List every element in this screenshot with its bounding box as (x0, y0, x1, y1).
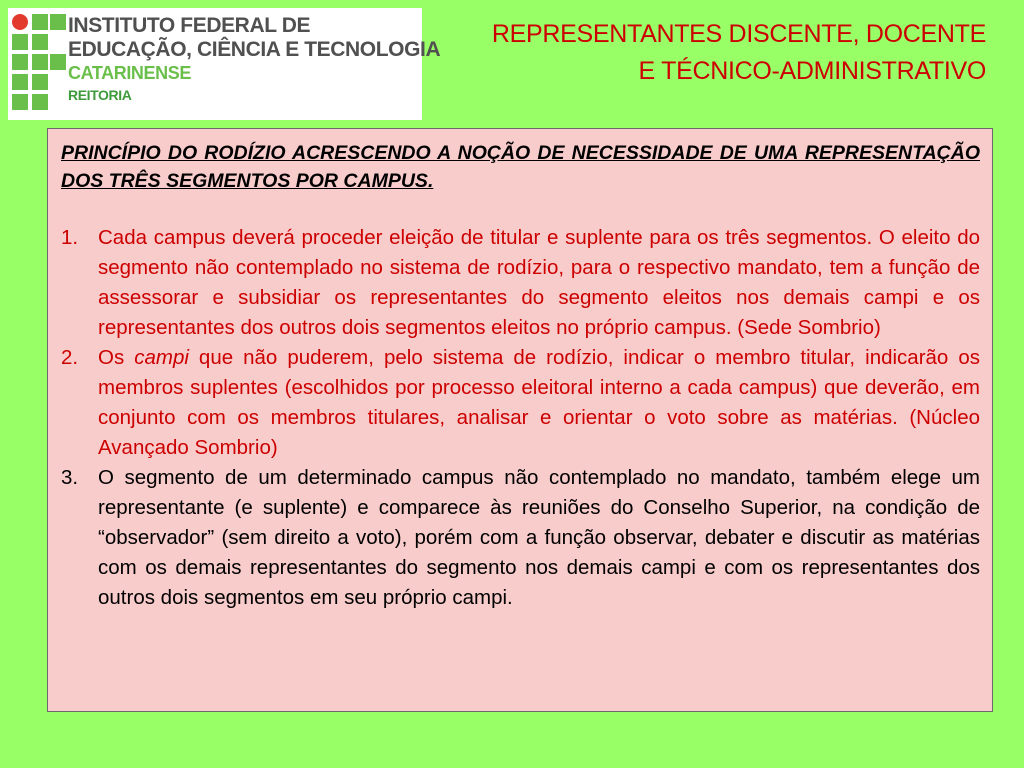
institution-logo (8, 8, 441, 120)
content-heading: PRINCÍPIO DO RODÍZIO ACRESCENDO A NOÇÃO DE NECESSIDADE DE UMA REPRESENTAÇÃO DOS TRÊS SEGMENTOS POR CAMPUS. (61, 142, 980, 192)
slide-title-line-2: E TÉCNICO-ADMINISTRATIVO (638, 57, 986, 85)
logo-line-catarinense: CATARINENSE (68, 63, 191, 83)
list-item (61, 223, 980, 343)
logo-line-education: EDUCAÇÃO, CIÊNCIA E TECNOLOGIA (68, 38, 441, 61)
slide-title (426, 16, 986, 90)
if-logo-mark-icon (8, 8, 68, 120)
list-item (61, 463, 980, 613)
content-box (47, 128, 993, 712)
list-item-text-italic: campi (134, 346, 189, 369)
list-item (61, 343, 980, 463)
list-item-text (98, 346, 980, 459)
list-item-text-start: Os (98, 346, 135, 369)
list-item-number: 1. (61, 226, 79, 249)
list-item-number: 2. (61, 346, 79, 369)
list-item-text: O segmento de um determinado campus não contemplado no mandato, também elege um representante (e suplente) e comparece às reuniões do Conselho Superior, na condição de “observador” (sem direito a voto), porém com a função observar, debater e discutir as matérias com os demais representantes do segmento nos demais campi e com os representantes dos outros dois segmentos em seu próprio campi. (98, 466, 980, 609)
logo-text (68, 14, 441, 105)
proposal-list (61, 223, 980, 613)
list-item-text: Cada campus deverá proceder eleição de titular e suplente para os três segmentos. O eleito do segmento não contemplado no sistema de rodízio, para o respectivo mandato, tem a função de assessorar e subsidiar os representantes do segmento eleitos nos demais campi e os representantes dos outros dois segmentos eleitos no próprio campus. (Sede Sombrio) (98, 226, 980, 339)
list-item-text-end: que não puderem, pelo sistema de rodízio, indicar o membro titular, indicarão os membros suplentes (escolhidos por processo eleitoral interno a cada campus) que deverão, em conjunto com os membros titulares, analisar e orientar o voto sobre as matérias. (Núcleo Avançado Sombrio) (98, 346, 980, 459)
logo-line-reitoria: REITORIA (68, 87, 132, 103)
list-item-number: 3. (61, 466, 79, 489)
slide-title-line-1: REPRESENTANTES DISCENTE, DOCENTE (491, 20, 986, 48)
logo-line-institute: INSTITUTO FEDERAL DE (68, 14, 311, 37)
